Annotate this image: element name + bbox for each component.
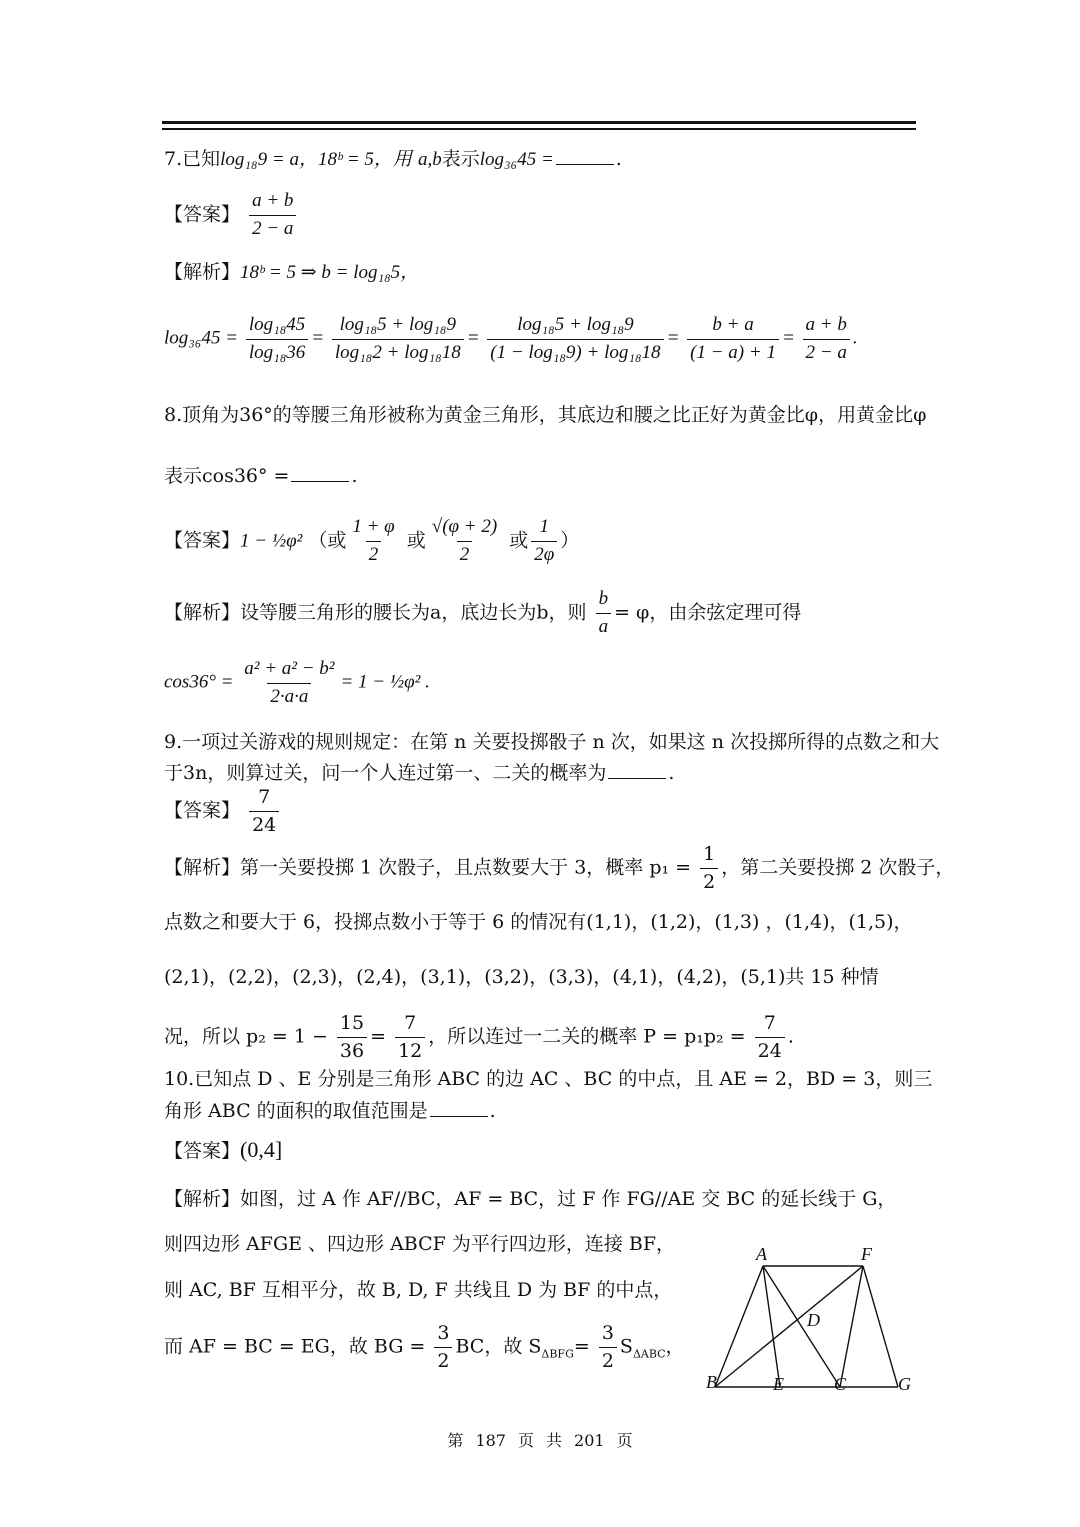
header-rule-thick (162, 121, 916, 124)
q10-analysis-line3: 则 AC, BF 互相平分，故 B, D, F 共线且 D 为 BF 的中点， (164, 1279, 673, 1301)
q9-blank (608, 760, 666, 779)
q10-analysis-line4: 而 AF = BC = EG，故 BG = $\frac{3}{2}$ BC，故 $S_{\Delta BFG}=$ $\frac{3}{2}$ $S_{\Delta ABC}$， (164, 1322, 685, 1372)
label-G: G (898, 1374, 911, 1390)
segment-BF (715, 1266, 863, 1387)
page-footer: 第 187 页 共 201 页 (447, 1431, 633, 1450)
label-C: C (834, 1374, 847, 1390)
q9-answer: 【答案】 $\frac{7}{24}$ (164, 786, 282, 837)
q9-question-line2: 于3n，则算过关，问一个人连过第一、二关的概率为 . (164, 762, 675, 784)
q7-derivation: log₃₆45 = $\frac{\text{log₁₈45}}{\text{log₁₈36}}$ = $\frac{\text{log₁₈5 + log₁₈9}}{\text{log₁₈2 + log₁₈18}}$ = $\frac{\text{log₁₈5 + log₁₈9}}{\text{(1 − log₁₈9) + log₁₈18}}$ = $\frac{b + a}{(1 - a) + 1}$ = $\frac{a + b}{2 - a}$ . (164, 314, 858, 363)
q10-analysis-line1: 【解析】如图，过 A 作 AF//BC，AF = BC，过 F 作 FG//AE 交 BC 的延长线于 G， (164, 1188, 897, 1210)
q9-analysis-line2: 点数之和要大于 6，投掷点数小于等于 6 的情况有(1,1)，(1,2)，(1,3) ，(1,4)，(1,5)， (164, 911, 913, 933)
q7-blank (556, 146, 614, 165)
label-A: A (756, 1244, 767, 1264)
segment-AB (715, 1266, 763, 1387)
label-B: B (706, 1372, 717, 1390)
label-D: D (807, 1310, 820, 1330)
q7-analysis: 【解析】18ᵇ = 5 ⇒ b = log₁₈5， (164, 261, 420, 283)
q9-analysis-line1: 【解析】第一关要投掷 1 次骰子，且点数要大于 3，概率 p₁ = $\frac{1}{2}$ ，第二关要投掷 2 次骰子， (164, 843, 955, 893)
q10-question-line2: 角形 ABC 的面积的取值范围是 . (164, 1100, 496, 1122)
q8-answer: 【答案】1 − ½φ² （或 $\frac{1 + \varphi}{2}$ 或 $\frac{√(\varphi + 2)}{2}$ 或 $\frac{1}{2\varphi}$ ） (164, 516, 580, 565)
label-E: E (773, 1374, 784, 1390)
page-number: 187 (475, 1431, 506, 1450)
q8-derivation: cos36° = $\frac{\text{a² + a² − b²}}{2\cdot a\cdot a}$ = 1 − ½φ² . (164, 658, 430, 707)
q10-blank (430, 1098, 488, 1117)
q9-analysis-line3: (2,1)，(2,2)，(2,3)，(2,4)，(3,1)，(3,2)，(3,3)，(4,1)，(4,2)，(5,1)共 15 种情 (164, 966, 879, 988)
segment-FC (840, 1266, 863, 1387)
q10-analysis-line2: 则四边形 AFGE 、四边形 ABCF 为平行四边形，连接 BF， (164, 1233, 676, 1255)
q7-question: 7.已知log₁₈9 = a，18ᵇ = 5，用 a,b表示log₃₆45 = . (164, 148, 622, 170)
q7-answer: 【答案】 $\frac{a + b}{2 - a}$ (164, 190, 299, 241)
geometry-figure (700, 1240, 930, 1390)
q9-analysis-line4: 况，所以 p₂ = 1 − $\frac{15}{36}$ = $\frac{7}{12}$ ，所以连过一二关的概率 P = p₁p₂ = $\frac{7}{24}$ . (164, 1012, 794, 1062)
segment-AC (763, 1266, 840, 1387)
total-pages: 201 (574, 1431, 605, 1450)
q10-answer: 【答案】(0,4] (164, 1137, 283, 1162)
q8-question-line1: 8.顶角为36°的等腰三角形被称为黄金三角形，其底边和腰之比正好为黄金比φ，用黄金比φ (164, 404, 927, 426)
q10-question-line1: 10.已知点 D 、E 分别是三角形 ABC 的边 AC 、BC 的中点，且 AE = 2，BD = 3，则三 (164, 1068, 933, 1090)
segment-AE (763, 1266, 780, 1387)
header-rule-thin (162, 128, 916, 130)
q8-analysis: 【解析】设等腰三角形的腰长为a，底边长为b，则 $\frac{b}{a}$ = φ，由余弦定理可得 (164, 588, 802, 637)
q8-question-line2: 表示cos36° = . (164, 465, 358, 487)
segment-FG (863, 1266, 898, 1387)
q9-question-line1: 9.一项过关游戏的规则规定：在第 n 关要投掷骰子 n 次，如果这 n 次投掷所得的点数之和大 (164, 731, 940, 753)
label-F: F (861, 1244, 872, 1264)
q8-blank (291, 463, 349, 482)
